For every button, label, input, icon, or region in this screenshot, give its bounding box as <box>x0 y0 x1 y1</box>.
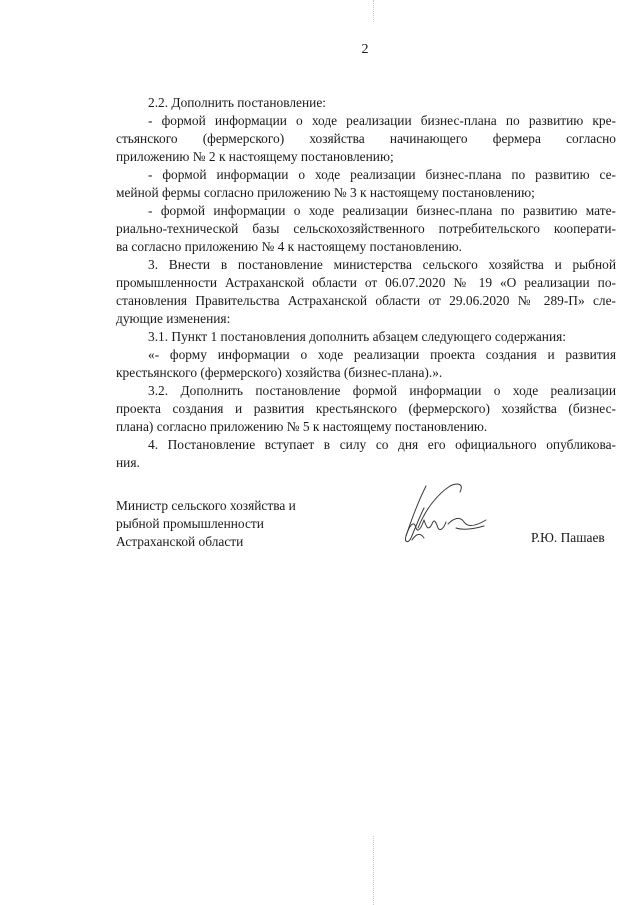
paragraph-bullet-3a: - формой информации о ходе реализации бизнес-плана по развитию мате- <box>148 203 616 218</box>
fold-mark-top <box>373 0 374 22</box>
paragraph-bullet-1c: приложению № 2 к настоящему постановлению; <box>116 149 394 164</box>
paragraph-bullet-3b: риально-технической базы сельскохозяйственного потребительского кооперати- <box>116 221 616 236</box>
paragraph-3c: становления Правительства Астраханской области от 29.06.2020 № 289-П» сле- <box>116 293 616 308</box>
paragraph-2-2: 2.2. Дополнить постановление: <box>148 95 326 110</box>
paragraph-3-1-quote-a: «- форму информации о ходе реализации проекта создания и развития <box>148 347 616 362</box>
paragraph-bullet-1a: - формой информации о ходе реализации бизнес-плана по развитию кре- <box>148 113 616 128</box>
paragraph-3-1-quote-b: крестьянского (фермерского) хозяйства (бизнес-плана).». <box>116 365 443 380</box>
signatory-title-line-1: Министр сельского хозяйства и <box>116 498 296 513</box>
paragraph-3-2b: проекта создания и развития крестьянского (фермерского) хозяйства (бизнес- <box>116 401 616 416</box>
paragraph-3d: дующие изменения: <box>116 311 231 326</box>
paragraph-3-1: 3.1. Пункт 1 постановления дополнить абзацем следующего содержания: <box>148 329 567 344</box>
paragraph-3a: 3. Внести в постановление министерства сельского хозяйства и рыбной <box>148 257 616 272</box>
signatory-title-line-3: Астраханской области <box>116 534 244 549</box>
handwritten-signature <box>398 478 490 550</box>
paragraph-3b: промышленности Астраханской области от 06.07.2020 № 19 «О реализации по- <box>116 275 616 290</box>
paragraph-bullet-3c: ва согласно приложению № 4 к настоящему постановлению. <box>116 239 462 254</box>
signatory-title <box>116 497 296 551</box>
paragraph-4b: ния. <box>116 455 140 470</box>
paragraph-bullet-1b: стьянского (фермерского) хозяйства начинающего фермера согласно <box>116 131 616 146</box>
fold-mark-bottom <box>373 836 374 905</box>
paragraph-bullet-2a: - формой информации о ходе реализации бизнес-плана по развитию се- <box>148 167 616 182</box>
signatory-name: Р.Ю. Пашаев <box>531 530 605 545</box>
paragraph-3-2c: плана) согласно приложению № 5 к настоящему постановлению. <box>116 419 488 434</box>
paragraph-bullet-2b: мейной фермы согласно приложению № 3 к настоящему постановлению; <box>116 185 535 200</box>
document-body <box>116 94 616 472</box>
page-number: 2 <box>361 42 369 57</box>
paragraph-3-2a: 3.2. Дополнить постановление формой информации о ходе реализации <box>148 383 616 398</box>
paragraph-4a: 4. Постановление вступает в силу со дня его официального опубликова- <box>148 437 616 452</box>
signatory-title-line-2: рыбной промышленности <box>116 516 264 531</box>
